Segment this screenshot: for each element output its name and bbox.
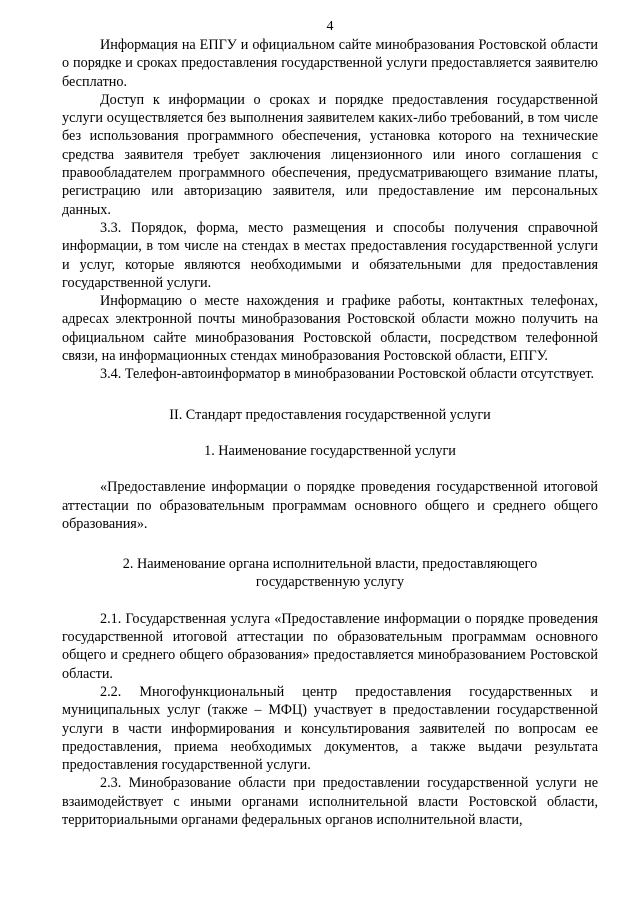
paragraph-contact-info: Информацию о месте нахождения и графике работы, контактных телефонах, адресах электронной почты минобразования Ростовской области можно получить на официальном сайте минобразования Ростовской области, посредством телефонной связи, на информационных стендах минобразования Ростовской области, ЕПГУ. (62, 293, 598, 365)
document-page (62, 0, 598, 905)
spacer (62, 424, 598, 442)
spacer (62, 592, 598, 610)
subheading-authority-line2: государственную услугу (255, 574, 405, 591)
subheading-authority-line1: 2. Наименование органа исполнительной власти, предоставляющего (122, 556, 538, 573)
paragraph-service-name: «Предоставление информации о порядке проведения государственной итоговой аттестации по образовательным программам основного общего и среднего общего образования». (62, 479, 598, 532)
spacer (62, 460, 598, 478)
subheading-service-name: 1. Наименование государственной услуги (204, 442, 456, 459)
paragraph-3-4: 3.4. Телефон-автоинформатор в минобразовании Ростовской области отсутствует. (100, 366, 595, 383)
paragraph-3-3: 3.3. Порядок, форма, место размещения и способы получения справочной информации, в том числе на стендах в местах предоставления государственной услуги и услуг, которые являются необходимыми и обязательными для предоставления государственной услуги. (62, 219, 598, 291)
spacer (62, 533, 598, 555)
page-number: 4 (326, 19, 334, 34)
paragraph-2-1: 2.1. Государственная услуга «Предоставление информации о порядке проведения государственной итоговой аттестации по образовательным программам основного общего и среднего общего образования» предоставляется минобразованием Ростовской области. (62, 610, 598, 682)
section-heading: II. Стандарт предоставления государственной услуги (169, 406, 491, 423)
spacer (62, 384, 598, 406)
document-body (62, 36, 598, 829)
paragraph-2-2: 2.2. Многофункциональный центр предоставления государственных и муниципальных услуг (также – МФЦ) участвует в предоставлении государственной услуги в части информирования и консультирования заявителей по вопросам ее предоставления, приема необходимых документов, а также выдачи результата предоставления государственной услуги. (62, 683, 598, 774)
paragraph-info-free: Информация на ЕПГУ и официальном сайте минобразования Ростовской области о порядке и сроках предоставления государственной услуги предоставляется заявителю бесплатно. (62, 37, 598, 90)
paragraph-access-info: Доступ к информации о сроках и порядке предоставления государственной услуги осуществляется без выполнения заявителем каких-либо требований, в том числе без использования программного обеспечения, установка которого на технические средства заявителя требует заключения лицензионного или иного соглашения с правообладателем программного обеспечения, предусматривающего взимание платы, регистрацию или авторизацию заявителя, или предоставление им персональных данных. (62, 91, 598, 218)
paragraph-2-3: 2.3. Минобразование области при предоставлении государственной услуги не взаимодействует с иными органами исполнительной власти Ростовской области, территориальными органами федеральных органов исполнительной власти, (62, 775, 598, 828)
